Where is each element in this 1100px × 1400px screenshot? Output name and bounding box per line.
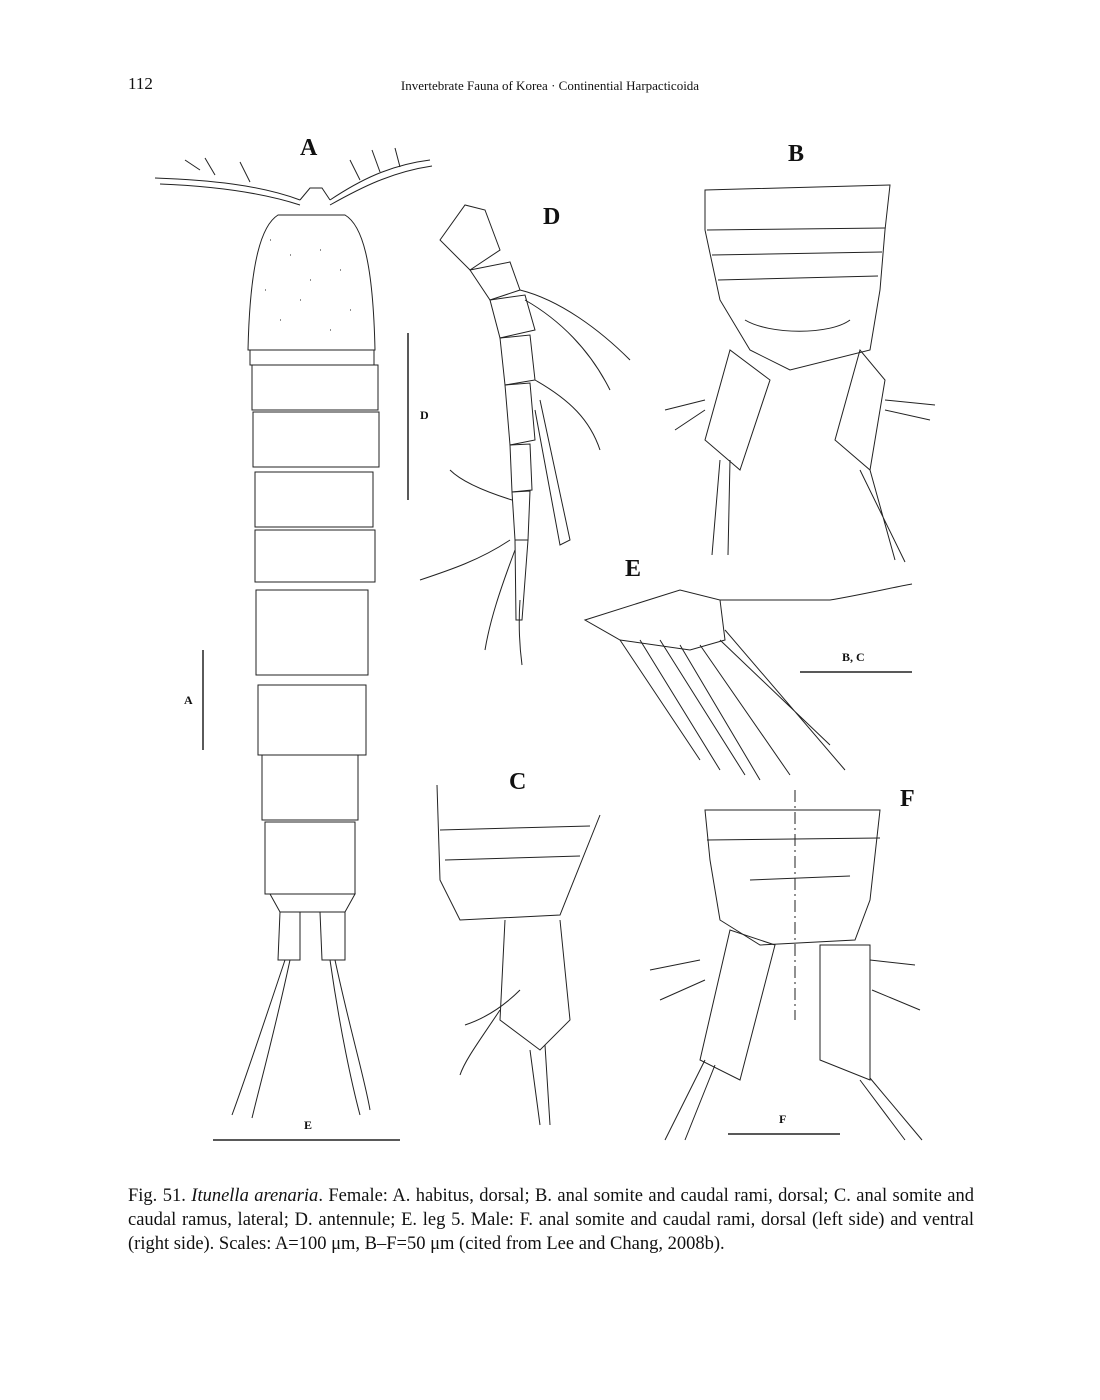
scale-label-a: A — [184, 693, 193, 707]
antennule-drawing — [420, 205, 630, 665]
caption-fig-number: Fig. 51. — [128, 1186, 186, 1206]
habitus-drawing — [155, 148, 432, 1118]
panel-label-a: A — [300, 135, 318, 161]
panel-label-c: C — [509, 769, 527, 795]
scale-label-f: F — [779, 1112, 787, 1126]
scale-label-d: D — [420, 408, 429, 422]
figure-caption — [128, 1184, 974, 1256]
panel-label-f: F — [900, 786, 915, 812]
page-number: 112 — [128, 74, 153, 93]
leg5-drawing — [585, 584, 912, 780]
scale-label-e: E — [304, 1118, 313, 1132]
panel-label-e: E — [625, 556, 642, 582]
scale-label-bc: B, C — [842, 650, 865, 664]
male-anal-somite-drawing — [650, 790, 922, 1140]
panel-label-d: D — [543, 204, 561, 230]
running-head: Invertebrate Fauna of Korea · Continential Harpacticoida — [400, 78, 700, 93]
caption-text: . Female: A. habitus, dorsal; B. anal somite and caudal rami, dorsal; C. anal somite and caudal ramus, lateral; D. antennule; E. leg 5. Male: F. anal somite and caudal rami, dorsal (left side) and ventral (right side). Scales: A=100 μm, B–F=50 μm (cited from Lee and Chang, 2008b). — [128, 1186, 974, 1254]
caption-species: Itunella arenaria — [191, 1186, 319, 1206]
anal-somite-dorsal-drawing — [665, 185, 935, 562]
anal-somite-lateral-drawing — [437, 785, 600, 1125]
panel-label-b: B — [788, 141, 805, 167]
